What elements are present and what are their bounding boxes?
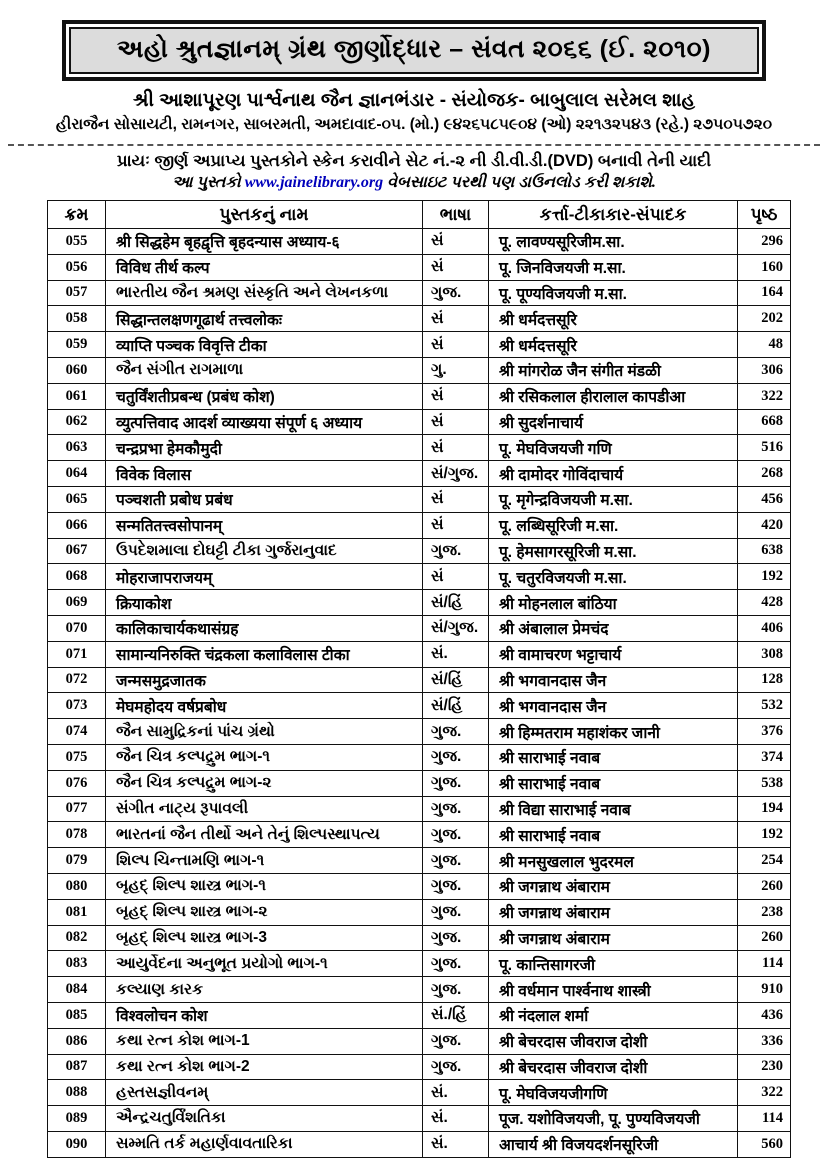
column-header-pages: પૃષ્ઠ <box>738 201 791 229</box>
pages-cell: 910 <box>738 977 791 1003</box>
pages-cell: 322 <box>738 1080 791 1106</box>
language-cell: ગુજ. <box>423 951 489 977</box>
table-row <box>48 1131 791 1157</box>
serial-cell: 056 <box>48 254 106 280</box>
book-title-cell: સંગીત નાટ્ય રૂપાવલી <box>106 796 423 822</box>
serial-cell: 063 <box>48 435 106 461</box>
pages-cell: 374 <box>738 744 791 770</box>
serial-cell: 083 <box>48 951 106 977</box>
serial-cell: 060 <box>48 357 106 383</box>
author-cell: श्री धर्मदत्तसूरि <box>489 306 738 332</box>
pages-cell: 560 <box>738 1131 791 1157</box>
serial-cell: 084 <box>48 977 106 1003</box>
table-row <box>48 615 791 641</box>
language-cell: સં/હિં <box>423 693 489 719</box>
pages-cell: 114 <box>738 1106 791 1132</box>
serial-cell: 078 <box>48 822 106 848</box>
book-title-cell: व्याप्ति पञ्चक विवृत्ति टीका <box>106 332 423 358</box>
serial-cell: 067 <box>48 538 106 564</box>
book-title-cell: જૈન ચિત્ર કલ્પદ્રુમ ભાગ-૧ <box>106 744 423 770</box>
language-cell: સં <box>423 332 489 358</box>
serial-cell: 057 <box>48 280 106 306</box>
pages-cell: 48 <box>738 332 791 358</box>
book-title-cell: व्युत्पत्तिवाद आदर्श व्याख्यया संपूर्ण ६ अध्याय <box>106 409 423 435</box>
pages-cell: 230 <box>738 1054 791 1080</box>
serial-cell: 061 <box>48 383 106 409</box>
table-row <box>48 641 791 667</box>
author-cell: पू. मृगेन्द्रविजयजी म.सा. <box>489 486 738 512</box>
serial-cell: 077 <box>48 796 106 822</box>
table-row <box>48 796 791 822</box>
author-cell: श्री विद्या साराभाई नवाब <box>489 796 738 822</box>
book-title-cell: जन्मसमुद्रजातक <box>106 667 423 693</box>
serial-cell: 055 <box>48 229 106 255</box>
book-title-cell: જૈન ચિત્ર કલ્પદ્રુમ ભાગ-૨ <box>106 770 423 796</box>
serial-cell: 090 <box>48 1131 106 1157</box>
book-title-cell: કલ્યાણ કારક <box>106 977 423 1003</box>
table-row <box>48 229 791 255</box>
pages-cell: 420 <box>738 512 791 538</box>
jainelibrary-link[interactable]: www.jainelibrary.org <box>244 174 384 191</box>
serial-cell: 080 <box>48 873 106 899</box>
book-title-cell: चतुर्विंशतीप्रबन्ध (प्रबंध कोश) <box>106 383 423 409</box>
language-cell: ગુજ. <box>423 1054 489 1080</box>
book-title-cell: चन्द्रप्रभा हेमकौमुदी <box>106 435 423 461</box>
serial-cell: 082 <box>48 925 106 951</box>
author-cell: श्री मनसुखलाल भुदरमल <box>489 848 738 874</box>
language-cell: સં <box>423 306 489 332</box>
author-cell: श्री दामोदर गोविंदाचार्य <box>489 461 738 487</box>
serial-cell: 066 <box>48 512 106 538</box>
author-cell: श्री जगन्नाथ अंबाराम <box>489 899 738 925</box>
author-cell: पू. जिनविजयजी म.सा. <box>489 254 738 280</box>
author-cell: श्री धर्मदत्तसूरि <box>489 332 738 358</box>
pages-cell: 322 <box>738 383 791 409</box>
table-row <box>48 925 791 951</box>
table-row <box>48 693 791 719</box>
title-box <box>62 20 766 81</box>
language-cell: સં. <box>423 1106 489 1132</box>
language-cell: ગુજ. <box>423 1028 489 1054</box>
author-cell: पू. मेघविजयजी गणि <box>489 435 738 461</box>
table-row <box>48 951 791 977</box>
pages-cell: 436 <box>738 1002 791 1028</box>
pages-cell: 194 <box>738 796 791 822</box>
pages-cell: 516 <box>738 435 791 461</box>
pages-cell: 296 <box>738 229 791 255</box>
serial-cell: 068 <box>48 564 106 590</box>
note-download-prefix: આ પુસ્તકો <box>172 174 245 191</box>
language-cell: સં <box>423 383 489 409</box>
column-header-language: ભાષા <box>423 201 489 229</box>
language-cell: સં <box>423 486 489 512</box>
book-title-cell: सिद्धान्तलक्षणगूढार्थ तत्त्वलोकः <box>106 306 423 332</box>
serial-cell: 072 <box>48 667 106 693</box>
language-cell: ગુજ. <box>423 977 489 1003</box>
book-title-cell: विवेक विलास <box>106 461 423 487</box>
author-cell: श्री बेचरदास जीवराज दोशी <box>489 1028 738 1054</box>
serial-cell: 076 <box>48 770 106 796</box>
table-row <box>48 848 791 874</box>
pages-cell: 376 <box>738 719 791 745</box>
author-cell: श्री मांगरोळ जैन संगीत मंडळी <box>489 357 738 383</box>
pages-cell: 638 <box>738 538 791 564</box>
author-cell: श्री साराभाई नवाब <box>489 822 738 848</box>
table-row <box>48 1028 791 1054</box>
language-cell: ગુજ. <box>423 848 489 874</box>
pages-cell: 192 <box>738 822 791 848</box>
pages-cell: 306 <box>738 357 791 383</box>
author-cell: पू. मेघविजयजीगणि <box>489 1080 738 1106</box>
language-cell: સં <box>423 409 489 435</box>
table-row <box>48 744 791 770</box>
table-row <box>48 409 791 435</box>
pages-cell: 114 <box>738 951 791 977</box>
pages-cell: 456 <box>738 486 791 512</box>
author-cell: श्री बेचरदास जीवराज दोशी <box>489 1054 738 1080</box>
language-cell: ગુજ. <box>423 873 489 899</box>
note-download-line <box>0 174 828 192</box>
author-cell: पूज. यशोविजयजी, पू. पुण्यविजयजी <box>489 1106 738 1132</box>
book-title-cell: क्रियाकोश <box>106 590 423 616</box>
author-cell: पू. हेमसागरसूरिजी म.सा. <box>489 538 738 564</box>
language-cell: ગુજ. <box>423 538 489 564</box>
language-cell: ગુ. <box>423 357 489 383</box>
language-cell: સં <box>423 564 489 590</box>
language-cell: ગુજ. <box>423 744 489 770</box>
table-row <box>48 770 791 796</box>
book-title-cell: બૃહદ્ શિલ્પ શાસ્ત્ર ભાગ-૧ <box>106 873 423 899</box>
book-table <box>47 200 791 1158</box>
table-row <box>48 306 791 332</box>
book-title-cell: બૃહદ્ શિલ્પ શાસ્ત્ર ભાગ-૨ <box>106 899 423 925</box>
table-row <box>48 332 791 358</box>
book-title-cell: ઐન્દ્રચતુર્વિંશતિકા <box>106 1106 423 1132</box>
pages-cell: 260 <box>738 925 791 951</box>
book-title-cell: श्री सिद्धहेम बृहद्वृत्ति बृहदन्यास अध्याय-६ <box>106 229 423 255</box>
pages-cell: 406 <box>738 615 791 641</box>
language-cell: સં <box>423 435 489 461</box>
pages-cell: 532 <box>738 693 791 719</box>
book-title-cell: विविध तीर्थ कल्प <box>106 254 423 280</box>
book-title-cell: જૈન સામુદ્રિકનાં પાંચ ગ્રંથો <box>106 719 423 745</box>
author-cell: श्री साराभाई नवाब <box>489 770 738 796</box>
serial-cell: 087 <box>48 1054 106 1080</box>
table-row <box>48 822 791 848</box>
serial-cell: 089 <box>48 1106 106 1132</box>
book-title-cell: ભારતનાં જૈન તીર્થો અને તેનું શિલ્પસ્થાપત્ય <box>106 822 423 848</box>
table-row <box>48 1106 791 1132</box>
serial-cell: 086 <box>48 1028 106 1054</box>
author-cell: श्री भगवानदास जैन <box>489 667 738 693</box>
pages-cell: 428 <box>738 590 791 616</box>
language-cell: ગુજ. <box>423 899 489 925</box>
author-cell: श्री साराभाई नवाब <box>489 744 738 770</box>
pages-cell: 192 <box>738 564 791 590</box>
serial-cell: 088 <box>48 1080 106 1106</box>
author-cell: श्री जगन्नाथ अंबाराम <box>489 925 738 951</box>
language-cell: સં/હિં <box>423 667 489 693</box>
book-title-cell: पञ्चशती प्रबोध प्रबंध <box>106 486 423 512</box>
pages-cell: 160 <box>738 254 791 280</box>
author-cell: पू. लब्धिसूरिजी म.सा. <box>489 512 738 538</box>
table-row <box>48 254 791 280</box>
author-cell: श्री अंबालाल प्रेमचंद <box>489 615 738 641</box>
language-cell: ગુજ. <box>423 719 489 745</box>
language-cell: સં <box>423 512 489 538</box>
pages-cell: 254 <box>738 848 791 874</box>
pages-cell: 164 <box>738 280 791 306</box>
table-row <box>48 357 791 383</box>
table-header-row <box>48 201 791 229</box>
book-title-cell: હસ્તસજ્ઞીવનમ્ <box>106 1080 423 1106</box>
serial-cell: 071 <box>48 641 106 667</box>
note-dvd-line: પ્રાયઃ જીર્ણ અપ્રાપ્ય પુસ્તકોને સ્કેન કરાવીને સેટ નં.-૨ ની ડી.વી.ડી.(DVD) બનાવી તેની યાદી <box>116 152 712 170</box>
serial-cell: 085 <box>48 1002 106 1028</box>
serial-cell: 074 <box>48 719 106 745</box>
language-cell: સં. <box>423 1080 489 1106</box>
serial-cell: 081 <box>48 899 106 925</box>
author-cell: श्री रसिकलाल हीरालाल कापडीआ <box>489 383 738 409</box>
book-title-cell: सामान्यनिरुक्ति चंद्रकला कलाविलास टीका <box>106 641 423 667</box>
table-row <box>48 564 791 590</box>
column-header-author: કર્ત્તા-ટીકાકાર-સંપાદક <box>489 201 738 229</box>
column-header-book-name: પુસ્તકનું નામ <box>106 201 423 229</box>
table-row <box>48 280 791 306</box>
book-title-cell: શિલ્પ ચિન્તામણિ ભાગ-૧ <box>106 848 423 874</box>
language-cell: ગુજ. <box>423 770 489 796</box>
table-row <box>48 383 791 409</box>
author-cell: श्री मोहनलाल बांठिया <box>489 590 738 616</box>
book-title-cell: कालिकाचार्यकथासंग्रह <box>106 615 423 641</box>
book-title-cell: સમ્મતિ તર્ક મહાર્ણવાવતારિકા <box>106 1131 423 1157</box>
author-cell: आचार्य श्री विजयदर्शनसूरिजी <box>489 1131 738 1157</box>
address-line: હીરાજૈન સોસાયટી, રામનગર, સાબરમતી, અમદાવાદ-૦૫. (મો.) ૯૪૨૬૫૮૫૯૦૪ (ઓ) ૨૨૧૩૨૫૪૩ (રહે.) ૨૭૫૦૫૭૨૦ <box>55 116 773 133</box>
table-row <box>48 1054 791 1080</box>
book-title-cell: सन्मतितत्त्वसोपानम् <box>106 512 423 538</box>
author-cell: पू. पूण्यविजयजी म.सा. <box>489 280 738 306</box>
book-title-cell: જૈન સંગીત રાગમાળા <box>106 357 423 383</box>
book-title-cell: विश्वलोचन कोश <box>106 1002 423 1028</box>
pages-cell: 238 <box>738 899 791 925</box>
book-title-cell: કથા રત્ન કોશ ભાગ-2 <box>106 1054 423 1080</box>
serial-cell: 059 <box>48 332 106 358</box>
language-cell: ગુજ. <box>423 925 489 951</box>
pages-cell: 260 <box>738 873 791 899</box>
book-title-cell: કથા રત્ન કોશ ભાગ-1 <box>106 1028 423 1054</box>
serial-cell: 058 <box>48 306 106 332</box>
table-row <box>48 512 791 538</box>
pages-cell: 202 <box>738 306 791 332</box>
note-download-suffix: વેબસાઇટ પરથી પણ ડાઉનલોડ કરી શકાશે. <box>383 174 656 191</box>
pages-cell: 336 <box>738 1028 791 1054</box>
serial-cell: 079 <box>48 848 106 874</box>
table-row <box>48 435 791 461</box>
language-cell: સં/ગુજ. <box>423 461 489 487</box>
serial-cell: 070 <box>48 615 106 641</box>
pages-cell: 308 <box>738 641 791 667</box>
table-row <box>48 977 791 1003</box>
author-cell: श्री वामाचरण भट्टाचार्य <box>489 641 738 667</box>
author-cell: पू. लावण्यसूरिजीम.सा. <box>489 229 738 255</box>
author-cell: श्री नंदलाल शर्मा <box>489 1002 738 1028</box>
book-title-cell: मेघमहोदय वर्षप्रबोध <box>106 693 423 719</box>
language-cell: સં. <box>423 641 489 667</box>
page-title: અહો શ્રુતજ્ઞાનમ્ ગ્રંથ જીર્ણોદ્ધાર – સંવત ૨૦૬૬ (ઈ. ૨૦૧૦) <box>69 27 759 74</box>
language-cell: સં <box>423 229 489 255</box>
pages-cell: 668 <box>738 409 791 435</box>
author-cell: श्री भगवानदास जैन <box>489 693 738 719</box>
author-cell: श्री वर्धमान पार्श्वनाथ शास्त्री <box>489 977 738 1003</box>
table-row <box>48 873 791 899</box>
serial-cell: 065 <box>48 486 106 512</box>
serial-cell: 073 <box>48 693 106 719</box>
table-row <box>48 667 791 693</box>
serial-cell: 062 <box>48 409 106 435</box>
author-cell: श्री हिम्मतराम महाशंकर जानी <box>489 719 738 745</box>
table-row <box>48 719 791 745</box>
pages-cell: 268 <box>738 461 791 487</box>
table-row <box>48 1002 791 1028</box>
table-row <box>48 461 791 487</box>
book-title-cell: આયુર્વેદના અનુભૂત પ્રયોગો ભાગ-૧ <box>106 951 423 977</box>
serial-cell: 069 <box>48 590 106 616</box>
table-row <box>48 486 791 512</box>
pages-cell: 538 <box>738 770 791 796</box>
language-cell: સં/ગુજ. <box>423 615 489 641</box>
author-cell: पू. चतुरविजयजी म.सा. <box>489 564 738 590</box>
organization-line: શ્રી આશાપૂરણ પાર્શ્વનાથ જૈન જ્ઞાનભંડાર - સંયોજક- બાબુલાલ સરેમલ શાહ <box>132 90 696 111</box>
author-cell: पू. कान्तिसागरजी <box>489 951 738 977</box>
author-cell: श्री सुदर्शनाचार्य <box>489 409 738 435</box>
book-title-cell: ભારતીય જૈન શ્રમણ સંસ્કૃતિ અને લેખનકળા <box>106 280 423 306</box>
language-cell: સં. <box>423 1131 489 1157</box>
pages-cell: 128 <box>738 667 791 693</box>
author-cell: श्री जगन्नाथ अंबाराम <box>489 873 738 899</box>
dashed-divider <box>8 144 820 146</box>
language-cell: સં./હિં <box>423 1002 489 1028</box>
table-row <box>48 1080 791 1106</box>
serial-cell: 075 <box>48 744 106 770</box>
language-cell: સં/હિં <box>423 590 489 616</box>
language-cell: ગુજ. <box>423 796 489 822</box>
table-row <box>48 538 791 564</box>
serial-cell: 064 <box>48 461 106 487</box>
table-row <box>48 899 791 925</box>
language-cell: ગુજ. <box>423 280 489 306</box>
language-cell: ગુજ. <box>423 822 489 848</box>
column-header-serial: ક્રમ <box>48 201 106 229</box>
book-title-cell: ઉપદેશમાલા દોઘટ્ટી ટીકા ગુર્જરાનુવાદ <box>106 538 423 564</box>
book-table-body <box>48 229 791 1158</box>
book-title-cell: બૃહદ્ શિલ્પ શાસ્ત્ર ભાગ-3 <box>106 925 423 951</box>
book-title-cell: मोहराजापराजयम् <box>106 564 423 590</box>
table-row <box>48 590 791 616</box>
language-cell: સં <box>423 254 489 280</box>
